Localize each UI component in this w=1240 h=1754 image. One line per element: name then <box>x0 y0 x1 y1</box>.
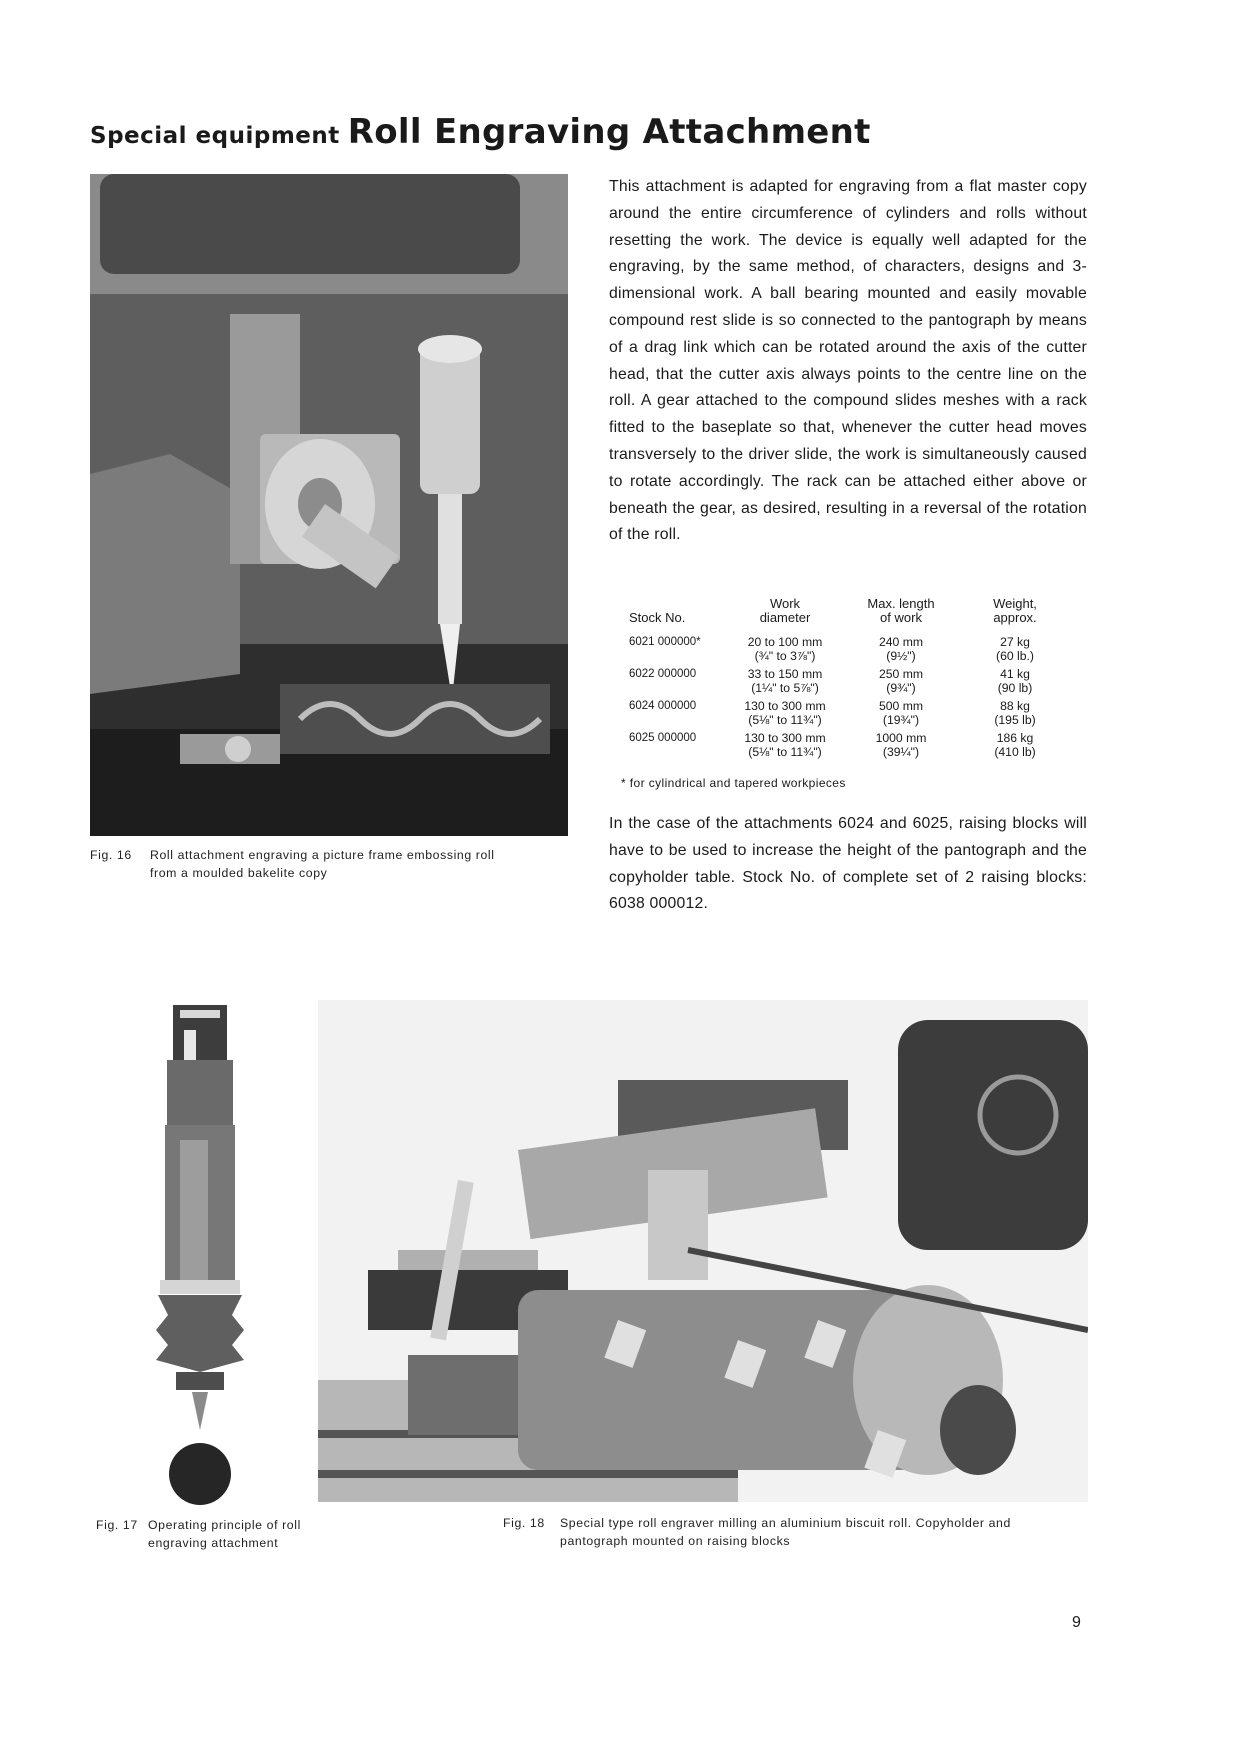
cell-weight: 41 kg (90 lb) <box>997 667 1033 695</box>
cell-stock: 6022 000000 <box>629 668 697 680</box>
cell-diameter: 130 to 300 mm (5⅛" to 11¾") <box>744 731 826 759</box>
header-length: Max. length of work <box>867 596 935 625</box>
cell-length: 250 mm (9¾") <box>878 667 924 695</box>
fig17-caption <box>96 1516 396 1552</box>
cell-length: 1000 mm (39¼") <box>875 731 927 759</box>
table-row <box>629 731 1069 763</box>
fig16-caption <box>90 846 570 882</box>
spec-table <box>629 597 1069 763</box>
page-heading <box>90 112 871 152</box>
heading-title: Roll Engraving Attachment <box>347 112 871 152</box>
cell-weight: 27 kg (60 lb.) <box>996 635 1034 663</box>
fig16-caption-line1: Roll attachment engraving a picture frame embossing roll <box>150 848 495 862</box>
header-weight: Weight, approx. <box>993 596 1037 625</box>
table-row <box>629 699 1069 731</box>
fig17-caption-line2: engraving attachment <box>148 1536 279 1550</box>
header-diameter: Work diameter <box>759 596 811 625</box>
table-row <box>629 635 1069 667</box>
header-stock: Stock No. <box>629 610 686 625</box>
cell-length: 500 mm (19¾") <box>878 699 924 727</box>
table-footnote: * for cylindrical and tapered workpieces <box>621 776 846 790</box>
cell-diameter: 33 to 150 mm (1¼" to 5⅞") <box>747 667 823 695</box>
page-number: 9 <box>1072 1614 1081 1631</box>
fig18-caption-line1: Special type roll engraver milling an aluminium biscuit roll. Copyholder and <box>560 1516 1011 1530</box>
heading-subtitle: Special equipment <box>90 123 340 149</box>
fig16-label: Fig. 16 <box>90 848 132 862</box>
cell-diameter: 130 to 300 mm (5⅛" to 11¾") <box>744 699 826 727</box>
table-row <box>629 667 1069 699</box>
fig17-diagram <box>140 1000 260 1510</box>
fig17-label: Fig. 17 <box>96 1518 138 1532</box>
fig18-caption-line2: pantograph mounted on raising blocks <box>560 1534 791 1548</box>
fig18-label: Fig. 18 <box>503 1516 545 1530</box>
fig16-caption-line2: from a moulded bakelite copy <box>150 866 328 880</box>
cell-stock: 6025 000000 <box>629 732 697 744</box>
cell-diameter: 20 to 100 mm (¾" to 3⅞") <box>747 635 823 663</box>
spec-table-wrap <box>629 597 1069 763</box>
cell-weight: 88 kg (195 lb) <box>994 699 1036 727</box>
cell-weight: 186 kg (410 lb) <box>994 731 1036 759</box>
cell-stock: 6021 000000* <box>629 636 701 648</box>
fig18-caption <box>503 1514 1103 1550</box>
cell-stock: 6024 000000 <box>629 700 697 712</box>
cell-length: 240 mm (9½") <box>878 635 924 663</box>
note-paragraph: In the case of the attachments 6024 and 6025, raising blocks will have to be used to increase the height of the pantograph and the copyholder table. Stock No. of complete set of 2 raising blocks: 6038 000012. <box>609 815 1087 913</box>
fig17-caption-line1: Operating principle of roll <box>148 1518 301 1532</box>
fig16-photo <box>90 174 568 836</box>
fig18-photo <box>318 1000 1088 1502</box>
intro-paragraph: This attachment is adapted for engraving from a flat master copy around the entire circumference of cylinders and rolls without resetting the work. The device is equally well adapted for the engraving, by the same method, of characters, designs and 3-dimensional work. A ball bearing mounted and easily movable compound rest slide is so connected to the pantograph by means of a drag link which can be rotated around the axis of the cutter head, that the cutter axis always points to the centre line on the roll. A gear attached to the compound slides meshes with a rack fitted to the baseplate so that, whenever the cutter head moves transversely to the driver slide, the work is simultaneously caused to rotate accordingly. The rack can be attached either above or beneath the gear, as desired, resulting in a reversal of the rotation of the roll. <box>609 178 1087 544</box>
table-header-row <box>629 597 1069 635</box>
